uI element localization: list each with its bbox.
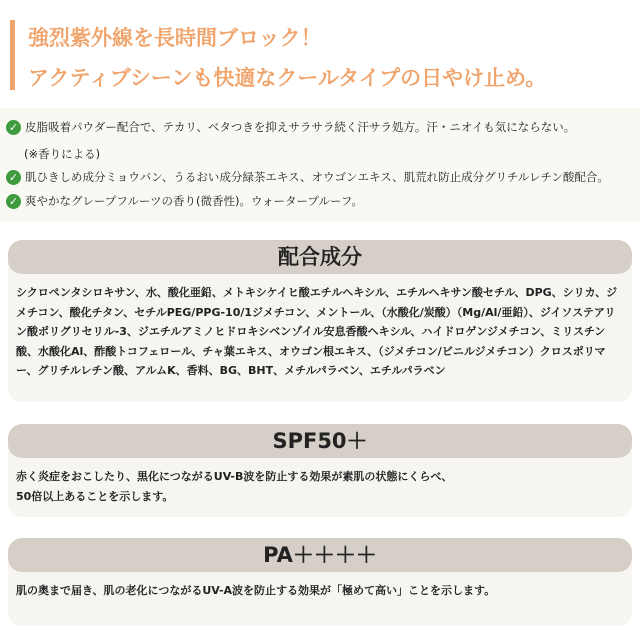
spf-section: [8, 424, 632, 517]
pa-section: [8, 538, 632, 626]
feature-text: 肌ひきしめ成分ミョウバン、うるおい成分緑茶エキス、オウゴンエキス、肌荒れ防止成分グリチルレチン酸配合。: [25, 170, 609, 184]
spf-line-1: 赤く炎症をおこしたり、黒化につながるUV-B波を防止する効果が素肌の状態にくらべ、: [16, 470, 453, 483]
spf-text: [8, 458, 632, 506]
spf-line-2: 50倍以上あることを示します。: [16, 489, 174, 503]
accent-bar: [10, 20, 15, 90]
ingredients-title: 配合成分: [8, 240, 632, 274]
pa-text: 肌の奥まで届き、肌の老化につながるUV-A波を防止する効果が「極めて高い」ことを示します。: [16, 584, 496, 597]
features-panel: [0, 108, 640, 222]
header: [10, 14, 630, 88]
ingredients-section: [8, 240, 632, 402]
feature-text: 爽やかなグレープフルーツの香り(微香性)。ウォータープルーフ。: [25, 194, 363, 208]
pa-title: PA＋＋＋＋: [8, 538, 632, 572]
check-circle-icon: ✓: [6, 194, 21, 209]
ingredients-text: シクロペンタシロキサン、水、酸化亜鉛、メトキシケイヒ酸エチルヘキシル、エチルヘキサン酸セチル、DPG、シリカ、ジメチコン、酸化チタン、セチルPEG/PPG-10/1ジメチコン、メントール、（水酸化/炭酸）（Mg/Al/亜鉛）、ジイソステアリン酸ポリグリセリル-3、ジエチルアミノヒドロキシベンゾイル安息香酸ヘキシル、ハイドロゲンジメチコン、ミリスチン酸、水酸化Al、酢酸トコフェロール、チャ葉エキス、オウゴン根エキス、（ジメチコン/ビニルジメチコン）クロスポリマー、グリチルレチン酸、アルムK、香料、BG、BHT、メチルパラベン、エチルパラベン: [16, 286, 618, 377]
feature-item: [6, 119, 575, 135]
feature-text: 皮脂吸着パウダー配合で、テカリ、ベタつきを抑えサラサラ続く汗サラ処方。汗・ニオイも気にならない。: [25, 120, 576, 134]
spf-title: SPF50＋: [8, 424, 632, 458]
check-circle-icon: ✓: [6, 120, 21, 135]
check-circle-icon: ✓: [6, 170, 21, 185]
headline-2: アクティブシーンも快適なクールタイプの日やけ止め。: [28, 66, 547, 90]
headline-1: 強烈紫外線を長時間ブロック！: [28, 26, 322, 50]
feature-item: [6, 169, 609, 185]
feature-note: (※香りによる): [24, 147, 101, 161]
feature-item: [6, 193, 363, 209]
